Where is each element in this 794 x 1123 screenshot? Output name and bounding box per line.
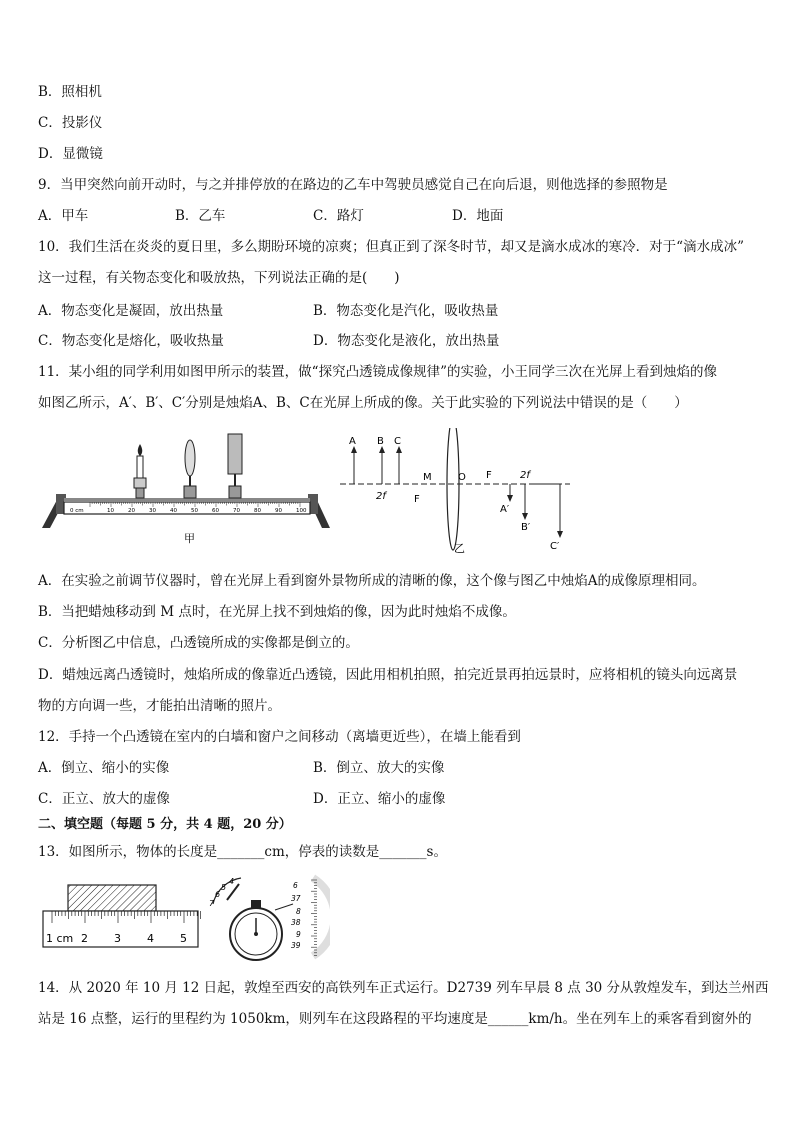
label-b-prime: B′ <box>521 522 531 533</box>
bench-tick-label: 100 <box>296 508 307 514</box>
small-dial-5: 5 <box>221 883 227 892</box>
q9-option-b: B．乙车 <box>175 208 226 224</box>
big-dial-6: 6 <box>293 881 298 890</box>
small-dial-6: 6 <box>215 890 221 899</box>
q8-option-b: B．照相机 <box>38 84 102 100</box>
q11-stem-line2: 如图乙所示，A′、B′、C′分别是烛焰A、B、C在光屏上所成的像。关于此实验的下列说法中错误的是（ ） <box>38 395 688 411</box>
q11-stem-line1: 11．某小组的同学利用如图甲所示的装置，做“探究凸透镜成像规律”的实验，小王同学三次在光屏上看到烛焰的像 <box>38 364 717 380</box>
q8-option-c: C．投影仪 <box>38 115 103 131</box>
bench-tick-label: 10 <box>107 508 114 514</box>
section-fill-in-title: 二、填空题（每题 5 分，共 4 题，20 分） <box>38 817 292 832</box>
label-c-prime: C′ <box>550 541 560 552</box>
stopwatch-figure <box>205 874 330 964</box>
ruler-label-2: 2 <box>81 932 88 945</box>
q9-option-d: D．地面 <box>452 208 504 224</box>
q9-stem: 9．当甲突然向前开动时，与之并排停放的在路边的乙车中驾驶员感觉自己在向后退，则他选择的参照物是 <box>38 177 668 193</box>
small-dial-7: 7 <box>209 899 215 908</box>
big-dial-38: 38 <box>291 918 301 927</box>
q11-option-d-line1: D．蜡烛远离凸透镜时，烛焰所成的像靠近凸透镜，因此用相机拍照，拍完近景再拍远景时，应将相机的镜头向远离景 <box>38 667 738 683</box>
q14-line1: 14．从 2020 年 10 月 12 日起，敦煌至西安的高铁列车正式运行。D2739 列车早晨 8 点 30 分从敦煌发车，到达兰州西 <box>38 980 769 996</box>
ruler-label-3: 3 <box>114 932 121 945</box>
q11-option-b: B．当把蜡烛移动到 M 点时，在光屏上找不到烛焰的像，因为此时烛焰不成像。 <box>38 604 516 620</box>
label-2f-left: 2f <box>376 491 386 502</box>
label-f-left: F <box>414 494 420 505</box>
bench-ruler-start: 0 cm <box>70 508 84 514</box>
label-m: M <box>423 472 432 483</box>
q11-option-c: C．分析图乙中信息，凸透镜所成的实像都是倒立的。 <box>38 635 359 651</box>
label-a-prime: A′ <box>500 504 510 515</box>
bench-tick-label: 60 <box>212 508 219 514</box>
q10-option-b: B．物态变化是汽化，吸收热量 <box>313 303 499 319</box>
label-f-right: F <box>486 470 492 481</box>
q9-option-c: C．路灯 <box>313 208 364 224</box>
q12-option-a: A．倒立、缩小的实像 <box>38 760 170 776</box>
q12-stem: 12．手持一个凸透镜在室内的白墙和窗户之间移动（离墙更近些），在墙上能看到 <box>38 729 521 745</box>
label-b: B <box>377 436 384 447</box>
q14-line2: 站是 16 点整，运行的里程约为 1050km，则列车在这段路程的平均速度是______km/h。坐在列车上的乘客看到窗外的 <box>38 1011 752 1027</box>
bench-tick-label: 40 <box>170 508 177 514</box>
q11-option-d-line2: 物的方向调一些，才能拍出清晰的照片。 <box>38 698 281 714</box>
big-dial-39: 39 <box>291 941 301 950</box>
big-dial-8: 8 <box>296 907 301 916</box>
small-dial-4: 4 <box>229 877 235 886</box>
q9-option-a: A．甲车 <box>38 208 89 224</box>
bench-tick-label: 30 <box>149 508 156 514</box>
label-a: A <box>349 436 356 447</box>
q12-option-d: D．正立、缩小的虚像 <box>313 791 446 807</box>
big-dial-37: 37 <box>291 894 301 903</box>
label-o: O <box>458 472 466 483</box>
figure-yi-caption: 乙 <box>454 542 465 554</box>
q8-option-d: D．显微镜 <box>38 146 103 162</box>
figure-jia-caption: 甲 <box>184 532 195 545</box>
q10-option-a: A．物态变化是凝固，放出热量 <box>38 303 224 319</box>
bench-tick-label: 70 <box>233 508 240 514</box>
q13-stem: 13．如图所示，物体的长度是_______cm，停表的读数是_______s。 <box>38 844 447 860</box>
q12-option-b: B．倒立、放大的实像 <box>313 760 445 776</box>
big-dial-9: 9 <box>296 930 301 939</box>
ruler-figure <box>40 880 205 952</box>
q10-stem-line1: 10．我们生活在炎炎的夏日里，多么期盼环境的凉爽；但真正到了深冬时节，却又是滴水成冰的寒冷．对于“滴水成冰” <box>38 239 744 255</box>
ruler-label-1cm: 1 cm <box>46 932 74 945</box>
q10-stem-line2: 这一过程，有关物态变化和吸放热，下列说法正确的是( ) <box>38 270 400 286</box>
ruler-label-4: 4 <box>147 932 154 945</box>
bench-tick-label: 50 <box>191 508 198 514</box>
lens-imaging-diagram <box>338 428 578 554</box>
label-c: C <box>394 436 401 447</box>
bench-tick-label: 80 <box>254 508 261 514</box>
q10-option-d: D．物态变化是液化，放出热量 <box>313 333 500 349</box>
label-2f-right: 2f <box>520 470 530 481</box>
bench-tick-label: 90 <box>275 508 282 514</box>
bench-tick-label: 20 <box>128 508 135 514</box>
q12-option-c: C．正立、放大的虚像 <box>38 791 170 807</box>
q10-option-c: C．物态变化是熔化，吸收热量 <box>38 333 224 349</box>
ruler-label-5: 5 <box>180 932 187 945</box>
optical-bench-figure <box>40 428 330 550</box>
q11-option-a: A．在实验之前调节仪器时，曾在光屏上看到窗外景物所成的清晰的像，这个像与图乙中烛焰A的成像原理相同。 <box>38 573 706 589</box>
